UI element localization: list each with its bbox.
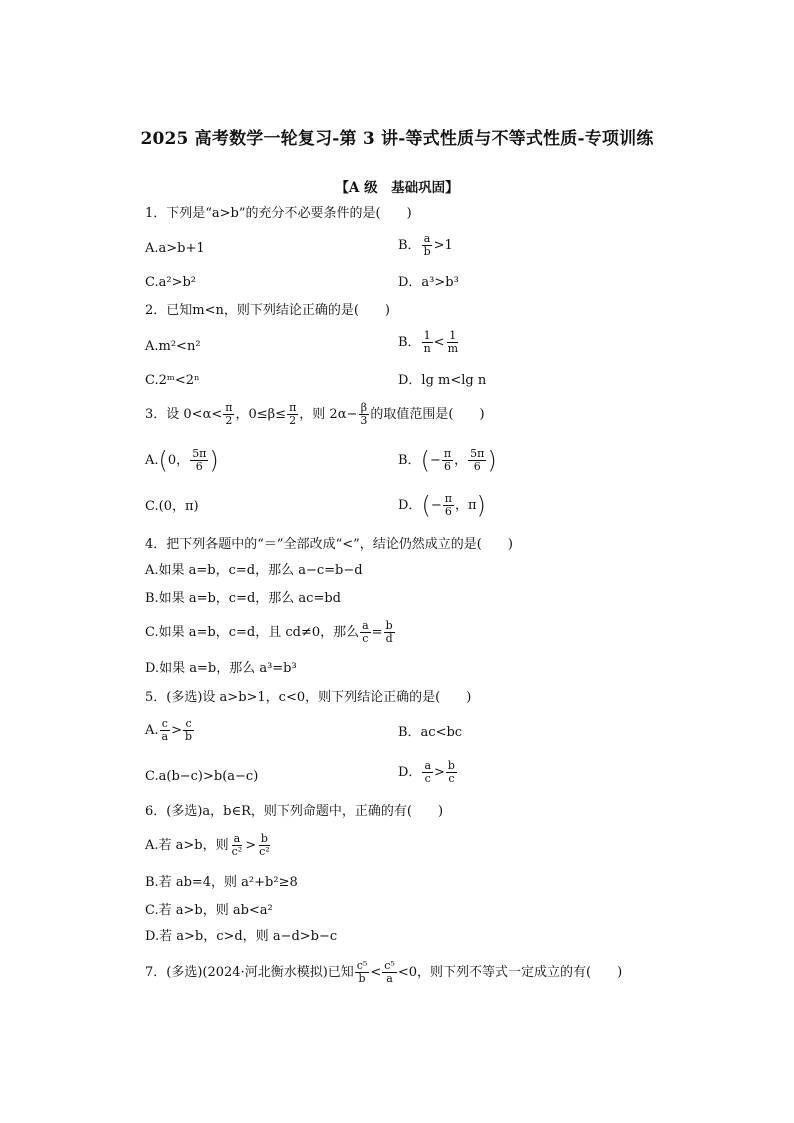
numerator: π	[225, 401, 233, 414]
minus-sign: −	[430, 498, 442, 513]
fraction	[443, 493, 454, 518]
denominator: a	[161, 730, 169, 743]
fraction	[422, 233, 433, 258]
option-label: B．	[398, 238, 421, 253]
denominator: m	[447, 342, 458, 355]
q4-option-d: D.如果 a=b，那么 a³=b³	[145, 661, 297, 676]
question-6-stem: 6．(多选)a，b∈R，则下列命题中，正确的有( )	[145, 804, 444, 819]
denominator: b	[423, 245, 431, 258]
option-text: A.若 a>b，则	[145, 838, 229, 853]
stem-text: <0，则下列不等式一定成立的有( )	[397, 965, 623, 980]
q5-option-c: C.a(b−c)>b(a−c)	[145, 769, 259, 784]
numerator: π	[443, 447, 452, 460]
denominator: 2	[225, 414, 233, 427]
option-label: D．	[398, 765, 422, 780]
denominator: d	[385, 632, 393, 645]
question-1-stem: 1．下列是“a>b”的充分不必要条件的是( )	[145, 206, 412, 221]
operator: <	[370, 965, 382, 980]
fraction	[230, 833, 245, 858]
fraction	[355, 960, 370, 985]
option-label: D．	[398, 498, 422, 513]
denominator: 6	[473, 460, 481, 473]
numerator: π	[289, 401, 297, 414]
q4-option-b: B.如果 a=b，c=d，那么 ac=bd	[145, 591, 341, 606]
q3-option-d	[398, 493, 486, 518]
q6-option-c: C.若 a>b，则 ab<a²	[145, 903, 273, 918]
numerator: 5π	[470, 447, 485, 460]
q4-option-c	[145, 620, 396, 645]
numerator: c⁵	[356, 959, 368, 972]
question-3-stem	[145, 402, 485, 427]
q5-option-d	[398, 760, 458, 785]
option-label: A.	[145, 723, 159, 738]
document-title: 2025 高考数学一轮复习-第 3 讲-等式性质与不等式性质-专项训练	[140, 129, 654, 149]
section-heading: 【A 级 基础巩固】	[335, 180, 459, 196]
stem-text: 的取值范围是( )	[370, 407, 485, 422]
q6-option-d: D.若 a>b，c>d，则 a−d>b−c	[145, 929, 338, 944]
fraction	[160, 718, 171, 743]
fraction	[257, 833, 272, 858]
right-paren: )	[476, 491, 486, 520]
numerator: a	[233, 832, 241, 845]
denominator: 6	[444, 505, 452, 518]
fraction	[446, 760, 457, 785]
fraction	[190, 448, 208, 473]
right-paren: )	[487, 446, 497, 475]
denominator: 3	[360, 414, 368, 427]
stem-text: ，则 2α−	[299, 407, 358, 422]
denominator: c²	[231, 845, 243, 858]
q6-option-a	[145, 833, 273, 858]
option-text: C.如果 a=b，c=d，且 cd≠0，那么	[145, 625, 360, 640]
numerator: c	[161, 717, 168, 730]
fraction	[183, 718, 194, 743]
numerator: 5π	[192, 447, 207, 460]
fraction	[223, 402, 234, 427]
q4-option-a: A.如果 a=b，c=d，那么 a−c=b−d	[145, 563, 363, 578]
option-text: >1	[433, 238, 453, 253]
interval-end: ，π	[454, 498, 477, 513]
option-label: B．	[398, 335, 421, 350]
denominator: 2	[289, 414, 297, 427]
fraction	[358, 402, 369, 427]
numerator: b	[447, 759, 455, 772]
numerator: c⁵	[384, 959, 395, 972]
numerator: b	[385, 619, 393, 632]
fraction	[287, 402, 298, 427]
fraction	[422, 760, 433, 785]
question-2-stem: 2．已知m<n，则下列结论正确的是( )	[145, 303, 391, 318]
q1-option-a: A.a>b+1	[145, 241, 205, 256]
stem-text: 7．(多选)(2024·河北衡水模拟)已知	[145, 965, 354, 980]
q6-option-b: B.若 ab=4，则 a²+b²≥8	[145, 875, 298, 890]
q5-option-a	[145, 718, 195, 743]
q3-option-b	[398, 448, 497, 473]
q1-option-d: D．a³>b³	[398, 275, 459, 290]
denominator: b	[185, 730, 193, 743]
numerator: a	[362, 619, 369, 632]
fraction	[384, 620, 395, 645]
fraction	[422, 330, 433, 355]
numerator: β	[360, 401, 368, 414]
numerator: a	[423, 232, 431, 245]
q2-option-c: C.2ᵐ<2ⁿ	[145, 373, 200, 388]
denominator: n	[423, 342, 431, 355]
q3-option-c: C.(0，π)	[145, 499, 199, 514]
numerator: 1	[449, 329, 457, 342]
q1-option-c: C.a²>b²	[145, 275, 197, 290]
question-7-stem	[145, 960, 622, 985]
numerator: π	[444, 492, 452, 505]
q2-option-a: A.m²<n²	[145, 339, 201, 354]
comma: ，	[454, 453, 468, 468]
numerator: 1	[423, 329, 431, 342]
operator: >	[434, 765, 445, 780]
option-label: B．	[398, 453, 421, 468]
operator: >	[245, 838, 257, 853]
operator: =	[371, 625, 383, 640]
denominator: c²	[259, 845, 270, 858]
interval-start: 0，	[167, 453, 190, 468]
q1-option-b	[398, 233, 453, 258]
fraction	[446, 330, 460, 355]
numerator: a	[424, 759, 431, 772]
q2-option-b	[398, 330, 461, 355]
denominator: c	[448, 772, 455, 785]
fraction	[382, 960, 397, 985]
operator: <	[433, 335, 445, 350]
option-label: A.	[145, 453, 159, 468]
left-paren: (	[421, 491, 431, 520]
denominator: 6	[443, 460, 451, 473]
fraction	[442, 448, 453, 473]
numerator: c	[185, 717, 192, 730]
stem-text: 3．设 0<α<	[145, 407, 223, 422]
numerator: b	[260, 832, 268, 845]
denominator: 6	[195, 460, 203, 473]
left-paren: (	[420, 446, 430, 475]
minus-sign: −	[429, 453, 441, 468]
denominator: c	[362, 632, 369, 645]
denominator: c	[424, 772, 431, 785]
fraction	[360, 620, 371, 645]
denominator: a	[386, 972, 393, 985]
left-paren: (	[158, 446, 168, 475]
q5-option-b: B．ac<bc	[398, 725, 463, 740]
right-paren: )	[209, 446, 219, 475]
question-5-stem: 5．(多选)设 a>b>1，c<0，则下列结论正确的是( )	[145, 690, 472, 705]
question-4-stem: 4．把下列各题中的“＝”全部改成“<”，结论仍然成立的是( )	[145, 537, 513, 552]
operator: >	[171, 723, 182, 738]
stem-text: ，0≤β≤	[235, 407, 287, 422]
q2-option-d: D．lg m<lg n	[398, 373, 487, 388]
fraction	[468, 448, 486, 473]
q3-option-a	[145, 448, 219, 473]
denominator: b	[358, 972, 366, 985]
